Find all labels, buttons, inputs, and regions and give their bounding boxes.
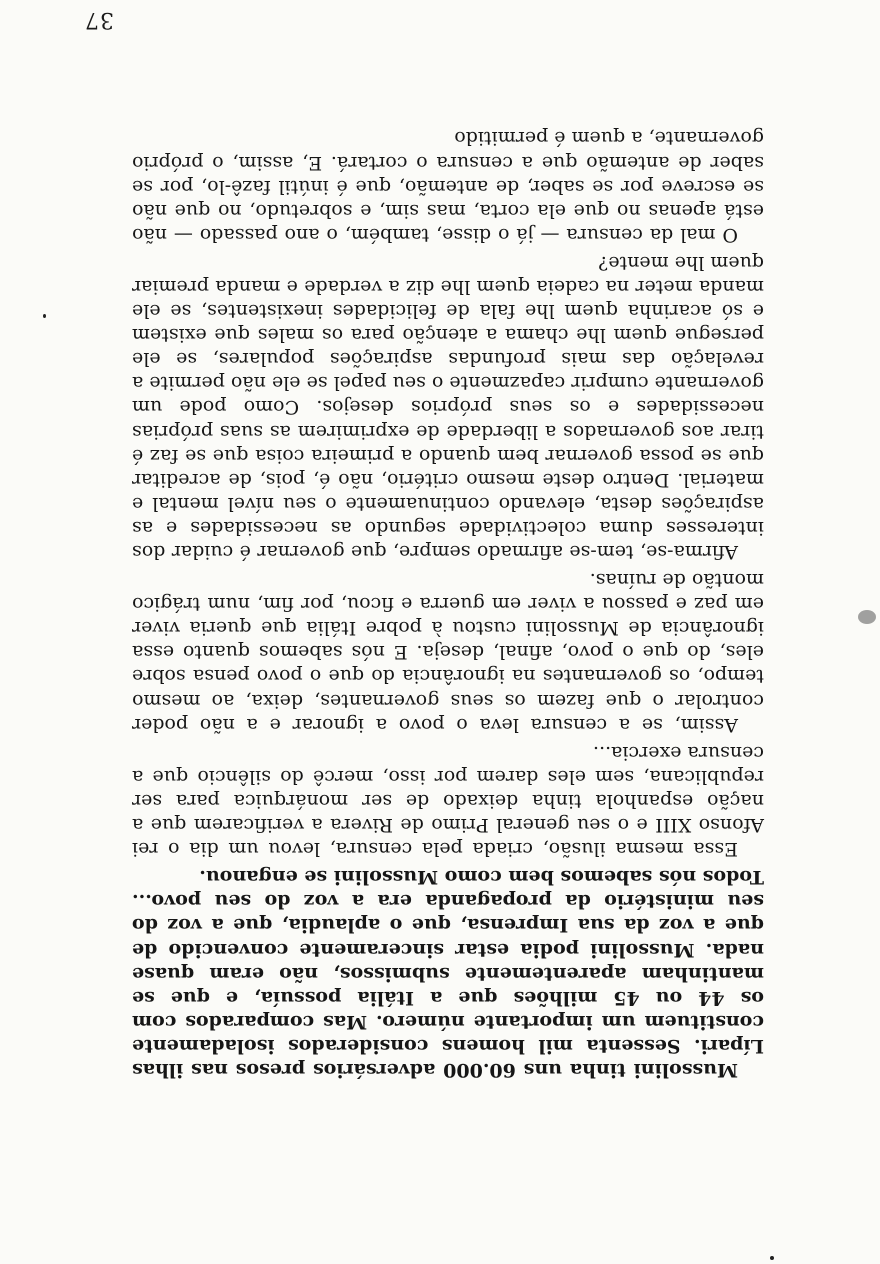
paragraph-governing-definition: Afirma-se, tem-se afirmado sempre, que governar é cuidar dos interesses duma colectividade segundo as necessidades e as aspirações desta, elevando continuamente o seu nível mental e material. Dentro deste mesmo critério, não é, pois, de acreditar que se possa governar bem quando a primeira coisa que se faz é tirar aos governados a liberdade de exprimirem as suas próprias necessidades e os seus próprios desejos. Como pode um governante cumprir capazmente o seu papel se ele não permite a revelação das mais profundas aspirações populares, se ele persegue quem lhe chama a atenção para os males que existem e só acarinha quem lhe fala de felicidades inexistentes, se ele manda meter na cadeia quem lhe diz a verdade e manda premiar quem lhe mente?: [132, 251, 764, 564]
ink-speck-mark: [43, 314, 46, 318]
page-body-text: [132, 126, 764, 1082]
ink-speck-mark: [858, 610, 876, 624]
page-number: 37: [84, 7, 114, 32]
paragraph-censorship-ignorance: Assim, se a censura leva o povo a ignorar e a não poder controlar o que fazem os seus governantes, deixa, ao mesmo tempo, os governantes na ignorância do que o povo pensa sobre eles, do que o povo, afinal, deseja. E nós sabemos quanto essa ignorância de Mussolini custou à pobre Itália que queria viver em paz e passou a viver em guerra e ficou, por fim, num trágico montão de ruínas.: [132, 569, 764, 736]
paragraph-alfonso-illusion: Essa mesma ilusão, criada pela censura, levou um dia o rei Afonso XIII e o seu general Primo de Rivera a verificarem que a nação espanhola tinha deixado de ser monárquica para ser republicana, sem eles darem por isso, mercê do silêncio que a censura exercia...: [132, 741, 764, 861]
ink-speck-mark: [770, 1256, 774, 1260]
paragraph-mussolini-prisoners: Mussolini tinha uns 60.000 adversários presos nas ilhas Lípari. Sessenta mil homens considerados isoladamente constituem um importante número. Mas comparados com os 44 ou 45 milhões que a Itália possuía, e que se mantinham aparentemente submissos, não eram quase nada. Mussolini podia estar sinceramente convencido de que a voz da sua Imprensa, que o aplaudia, que a voz do seu ministério da propaganda era a voz do seu povo... Todos nós sabemos bem como Mussolini se enganou.: [132, 866, 764, 1081]
paragraph-censorship-harm: O mal da censura — já o disse, também, o ano passado — não está apenas no que ela corta, mas sim, e sobretudo, no que não se escreve por se saber, de antemão, que é inútil fazê-lo, por se saber de antemão que a censura o cortará. E, assim, o próprio governante, a quem é permitido: [132, 127, 764, 246]
